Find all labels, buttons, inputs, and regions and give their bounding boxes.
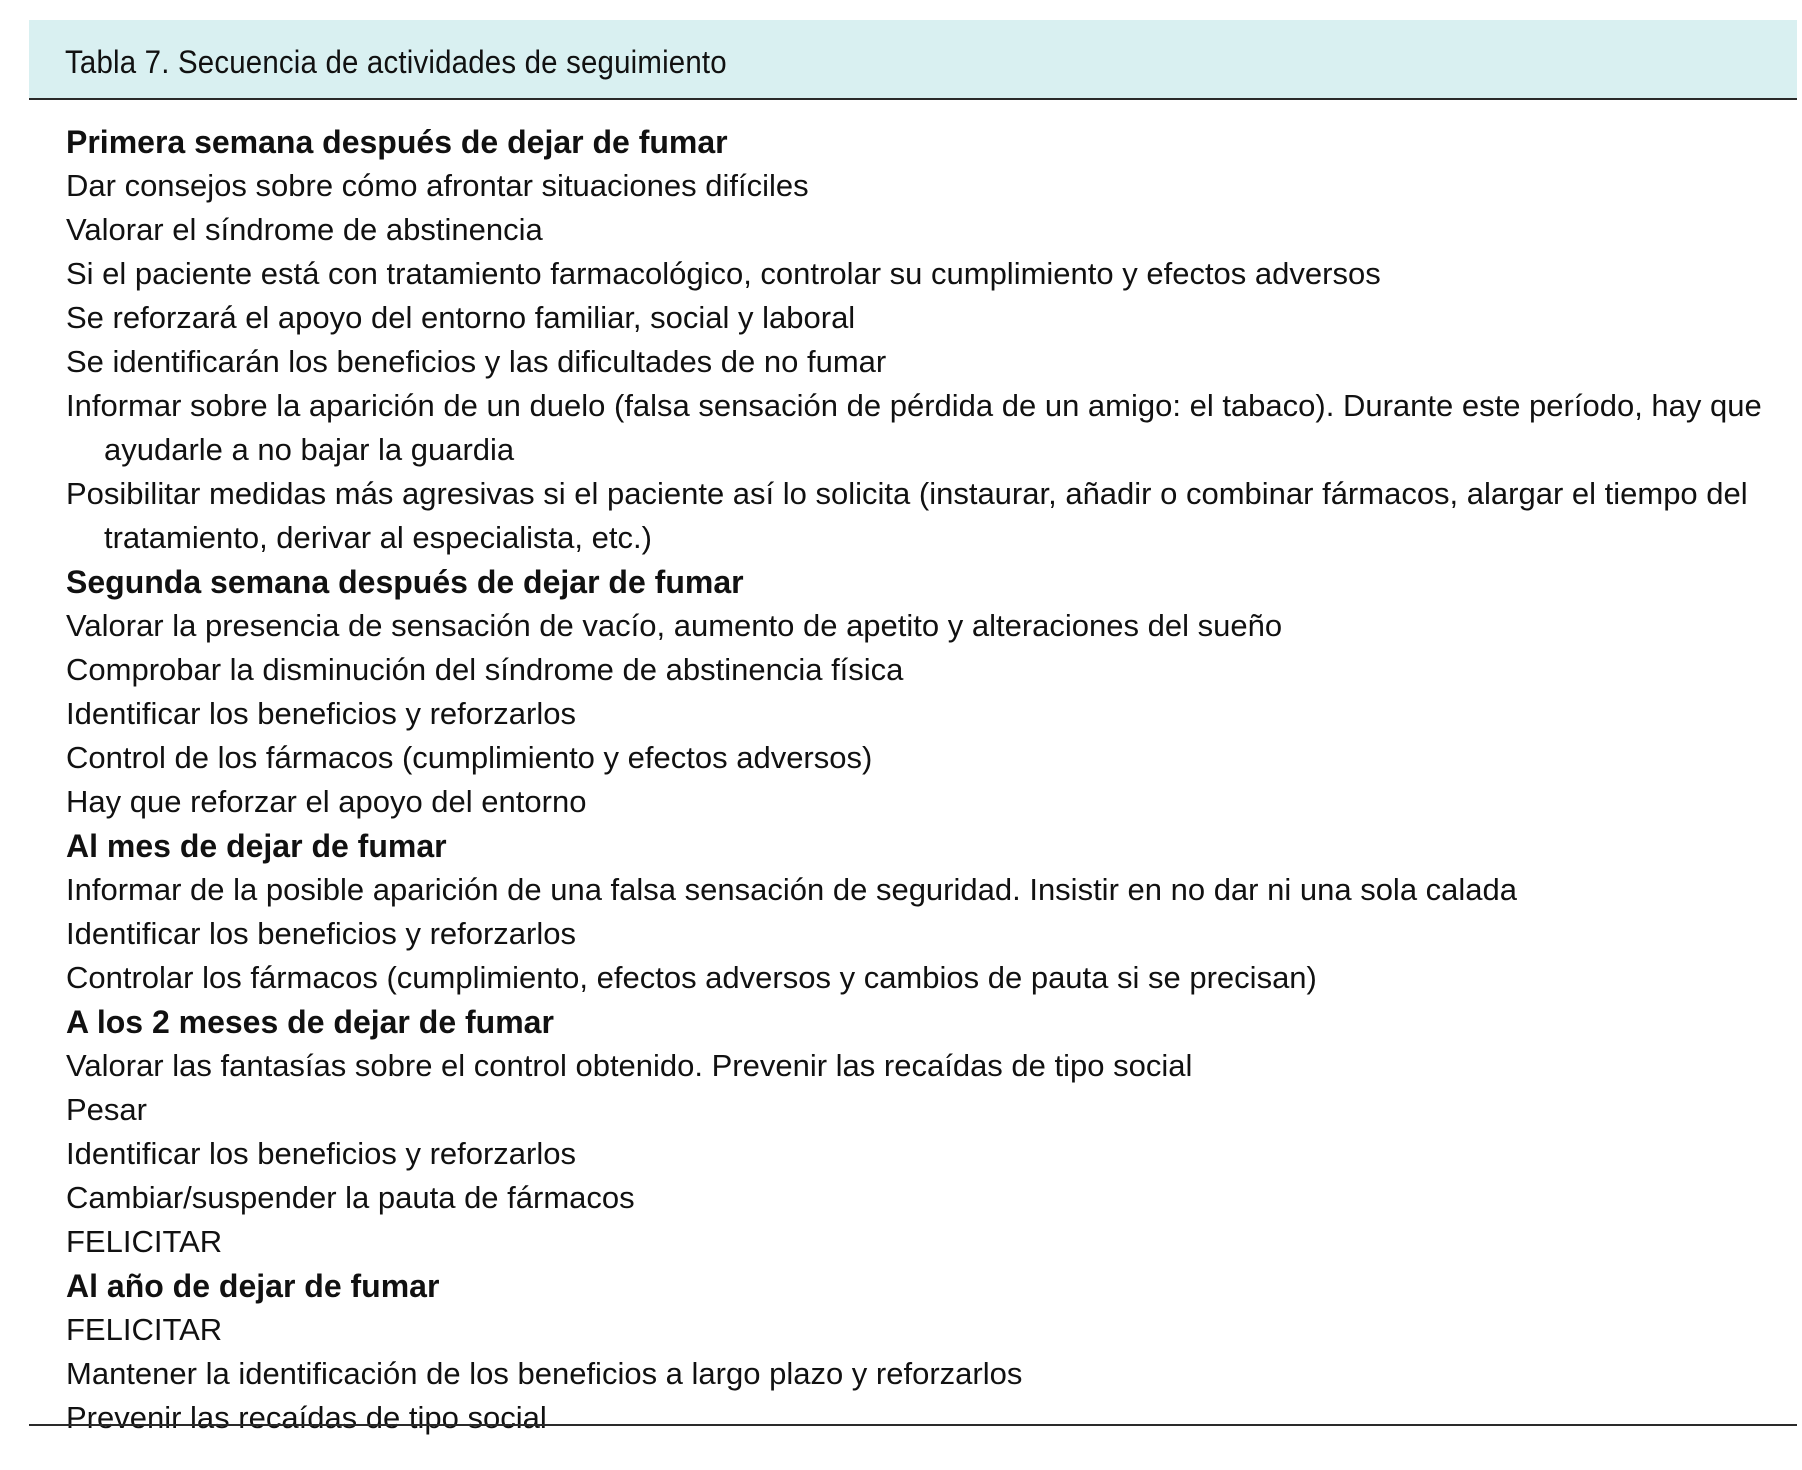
list-item: Se identificarán los beneficios y las dificultades de no fumar <box>66 344 887 379</box>
list-item: Mantener la identificación de los beneficios a largo plazo y reforzarlos <box>66 1356 1023 1391</box>
list-item: Prevenir las recaídas de tipo social <box>66 1400 547 1435</box>
list-item: FELICITAR <box>66 1312 223 1347</box>
list-item: Controlar los fármacos (cumplimiento, efectos adversos y cambios de pauta si se precisan) <box>66 960 1317 995</box>
section-heading: Al mes de dejar de fumar <box>66 828 447 864</box>
table-body <box>29 100 1797 1440</box>
section-heading: A los 2 meses de dejar de fumar <box>66 1004 554 1040</box>
list-item: Control de los fármacos (cumplimiento y efectos adversos) <box>66 740 873 775</box>
list-item: Posibilitar medidas más agresivas si el paciente así lo solicita (instaurar, añadir o combinar fármacos, alargar el tiempo del tratamiento, derivar al especialista, etc.) <box>66 476 1748 555</box>
section-heading: Primera semana después de dejar de fumar <box>66 124 728 160</box>
list-item: Se reforzará el apoyo del entorno familiar, social y laboral <box>66 300 856 335</box>
table-title: Tabla 7. Secuencia de actividades de seguimiento <box>65 43 727 80</box>
list-item: Valorar las fantasías sobre el control obtenido. Prevenir las recaídas de tipo social <box>66 1048 1193 1083</box>
table-header <box>29 20 1797 100</box>
list-item: Valorar la presencia de sensación de vacío, aumento de apetito y alteraciones del sueño <box>66 608 1283 643</box>
section-two-months <box>66 1000 1777 1264</box>
section-one-year <box>66 1264 1777 1440</box>
list-item: Valorar el síndrome de abstinencia <box>66 212 543 247</box>
section-first-week <box>66 120 1777 560</box>
list-item: Dar consejos sobre cómo afrontar situaciones difíciles <box>66 168 809 203</box>
section-heading: Al año de dejar de fumar <box>66 1268 440 1304</box>
list-item: Identificar los beneficios y reforzarlos <box>66 1136 577 1171</box>
list-item: Comprobar la disminución del síndrome de abstinencia física <box>66 652 904 687</box>
list-item: Cambiar/suspender la pauta de fármacos <box>66 1180 635 1215</box>
section-second-week <box>66 560 1777 824</box>
list-item: Pesar <box>66 1092 147 1127</box>
list-item: Si el paciente está con tratamiento farmacológico, controlar su cumplimiento y efectos adversos <box>66 256 1381 291</box>
list-item: FELICITAR <box>66 1224 223 1259</box>
table-bottom-divider <box>29 1424 1797 1426</box>
list-item: Informar de la posible aparición de una falsa sensación de seguridad. Insistir en no dar ni una sola calada <box>66 872 1518 907</box>
list-item: Informar sobre la aparición de un duelo (falsa sensación de pérdida de un amigo: el tabaco). Durante este período, hay que ayudarle a no bajar la guardia <box>66 388 1762 467</box>
table-container <box>29 20 1797 1435</box>
section-heading: Segunda semana después de dejar de fumar <box>66 564 744 600</box>
list-item: Identificar los beneficios y reforzarlos <box>66 916 577 951</box>
list-item: Hay que reforzar el apoyo del entorno <box>66 784 587 819</box>
section-first-month <box>66 824 1777 1000</box>
list-item: Identificar los beneficios y reforzarlos <box>66 696 577 731</box>
